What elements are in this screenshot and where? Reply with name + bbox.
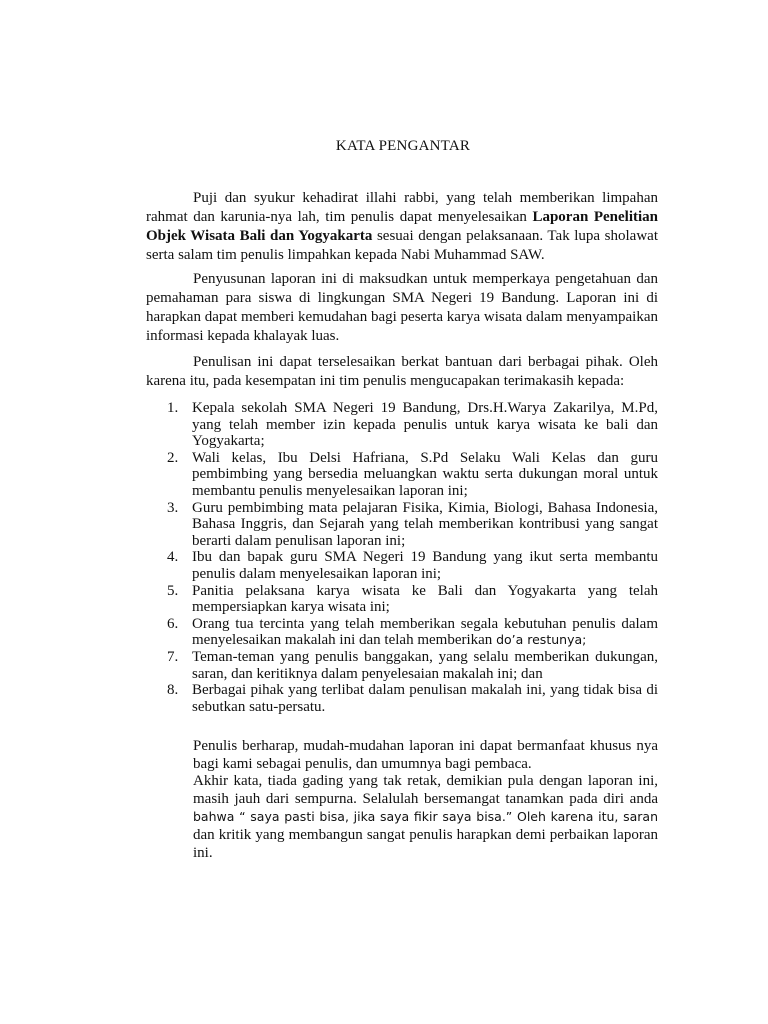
paragraph-intro-bold: Laporan Penelitian Objek Wisata Bali dan Yogyakarta bbox=[146, 209, 659, 244]
list-item-number: 8. bbox=[167, 682, 179, 699]
list-item bbox=[146, 616, 658, 649]
list-item-number: 5. bbox=[167, 582, 179, 599]
list-item-number: 6. bbox=[167, 615, 179, 632]
acknowledgement-list bbox=[146, 400, 658, 715]
list-item-text: Teman-teman yang penulis banggakan, yang selalu memberikan dukungan, saran, dan keritiknya dalam penyelesaian makalah ini; dan bbox=[192, 648, 658, 682]
closing-final-text-sans: bahwa “ saya pasti bisa, jika saya fikir saya bisa.” Oleh karena itu, saran bbox=[193, 809, 658, 825]
page-title: KATA PENGANTAR bbox=[335, 138, 471, 154]
paragraph-intro-text-1: Puji dan syukur kehadirat illahi rabbi, yang telah memberikan limpahan rahmat dan karunia-nya lah, tim penulis dapat menyelesaikan bbox=[146, 190, 658, 225]
closing-paragraph-hope: Penulis berharap, mudah-mudahan laporan ini dapat bermanfaat khusus nya bagi kami sebagai penulis, dan umumnya bagi pembaca. bbox=[193, 738, 658, 772]
list-item-number: 7. bbox=[167, 648, 179, 665]
closing-final-text-2: dan kritik yang membangun sangat penulis harapkan demi perbaikan laporan ini. bbox=[193, 826, 658, 861]
list-item-text: Orang tua tercinta yang telah memberikan segala kebutuhan penulis dalam menyelesaikan makalah ini dan telah memberikan bbox=[192, 615, 658, 649]
list-item bbox=[146, 583, 658, 616]
list-item-number: 1. bbox=[167, 400, 179, 416]
list-item-number: 2. bbox=[167, 449, 179, 466]
paragraph-purpose: Penyusunan laporan ini di maksudkan untuk memperkaya pengetahuan dan pemahaman para siswa di lingkungan SMA Negeri 19 Bandung. Laporan ini di harapkan dapat memberi kemudahan bagi peserta karya wisata dalam menyampaikan informasi kepada khalayak luas. bbox=[146, 271, 658, 344]
closing-section bbox=[193, 738, 658, 862]
list-item bbox=[146, 450, 658, 500]
list-item bbox=[146, 649, 658, 682]
list-item-text-sans: do’a restunya; bbox=[496, 632, 587, 648]
closing-final-text-1: Akhir kata, tiada gading yang tak retak, demikian pula dengan laporan ini, masih jauh dari sempurna. Selalulah bersemangat tanamkan pada diri anda bbox=[193, 773, 658, 807]
paragraph-thanks-intro: Penulisan ini dapat terselesaikan berkat bantuan dari berbagai pihak. Oleh karena itu, pada kesempatan ini tim penulis mengucapakan terimakasih kepada: bbox=[146, 354, 658, 389]
list-item-number: 3. bbox=[167, 499, 179, 516]
paragraph-intro-text-2: sesuai dengan pelaksanaan. Tak lupa sholawat serta salam tim penulis limpahkan kepada Nabi Muhammad SAW. bbox=[146, 228, 658, 263]
list-item-text: Panitia pelaksana karya wisata ke Bali dan Yogyakarta yang telah mempersiapkan karya wisata ini; bbox=[192, 582, 658, 616]
list-item bbox=[146, 400, 658, 450]
list-item-text: Ibu dan bapak guru SMA Negeri 19 Bandung yang ikut serta membantu penulis dalam menyelesaikan laporan ini; bbox=[192, 549, 658, 582]
list-item-text: Wali kelas, Ibu Delsi Hafriana, S.Pd Selaku Wali Kelas dan guru pembimbing yang bersedia meluangkan waktu serta dukungan moral untuk membantu penulis menyelesaikan laporan ini; bbox=[192, 449, 658, 499]
list-item-text: Kepala sekolah SMA Negeri 19 Bandung, Drs.H.Warya Zakarilya, M.Pd, yang telah member izin kepada penulis untuk karya wisata ke bali dan Yogyakarta; bbox=[192, 400, 658, 450]
closing-paragraph-final bbox=[193, 773, 658, 862]
list-item-text: Berbagai pihak yang terlibat dalam penulisan makalah ini, yang tidak bisa di sebutkan satu-persatu. bbox=[192, 682, 658, 715]
list-item-number: 4. bbox=[167, 549, 179, 566]
paragraph-intro bbox=[146, 189, 658, 265]
list-item bbox=[146, 549, 658, 582]
list-item bbox=[146, 500, 658, 550]
list-item-text: Guru pembimbing mata pelajaran Fisika, Kimia, Biologi, Bahasa Indonesia, Bahasa Inggris, dan Sejarah yang telah memberikan kontribusi yang sangat berarti dalam penulisan laporan ini; bbox=[192, 499, 658, 549]
list-item bbox=[146, 682, 658, 715]
